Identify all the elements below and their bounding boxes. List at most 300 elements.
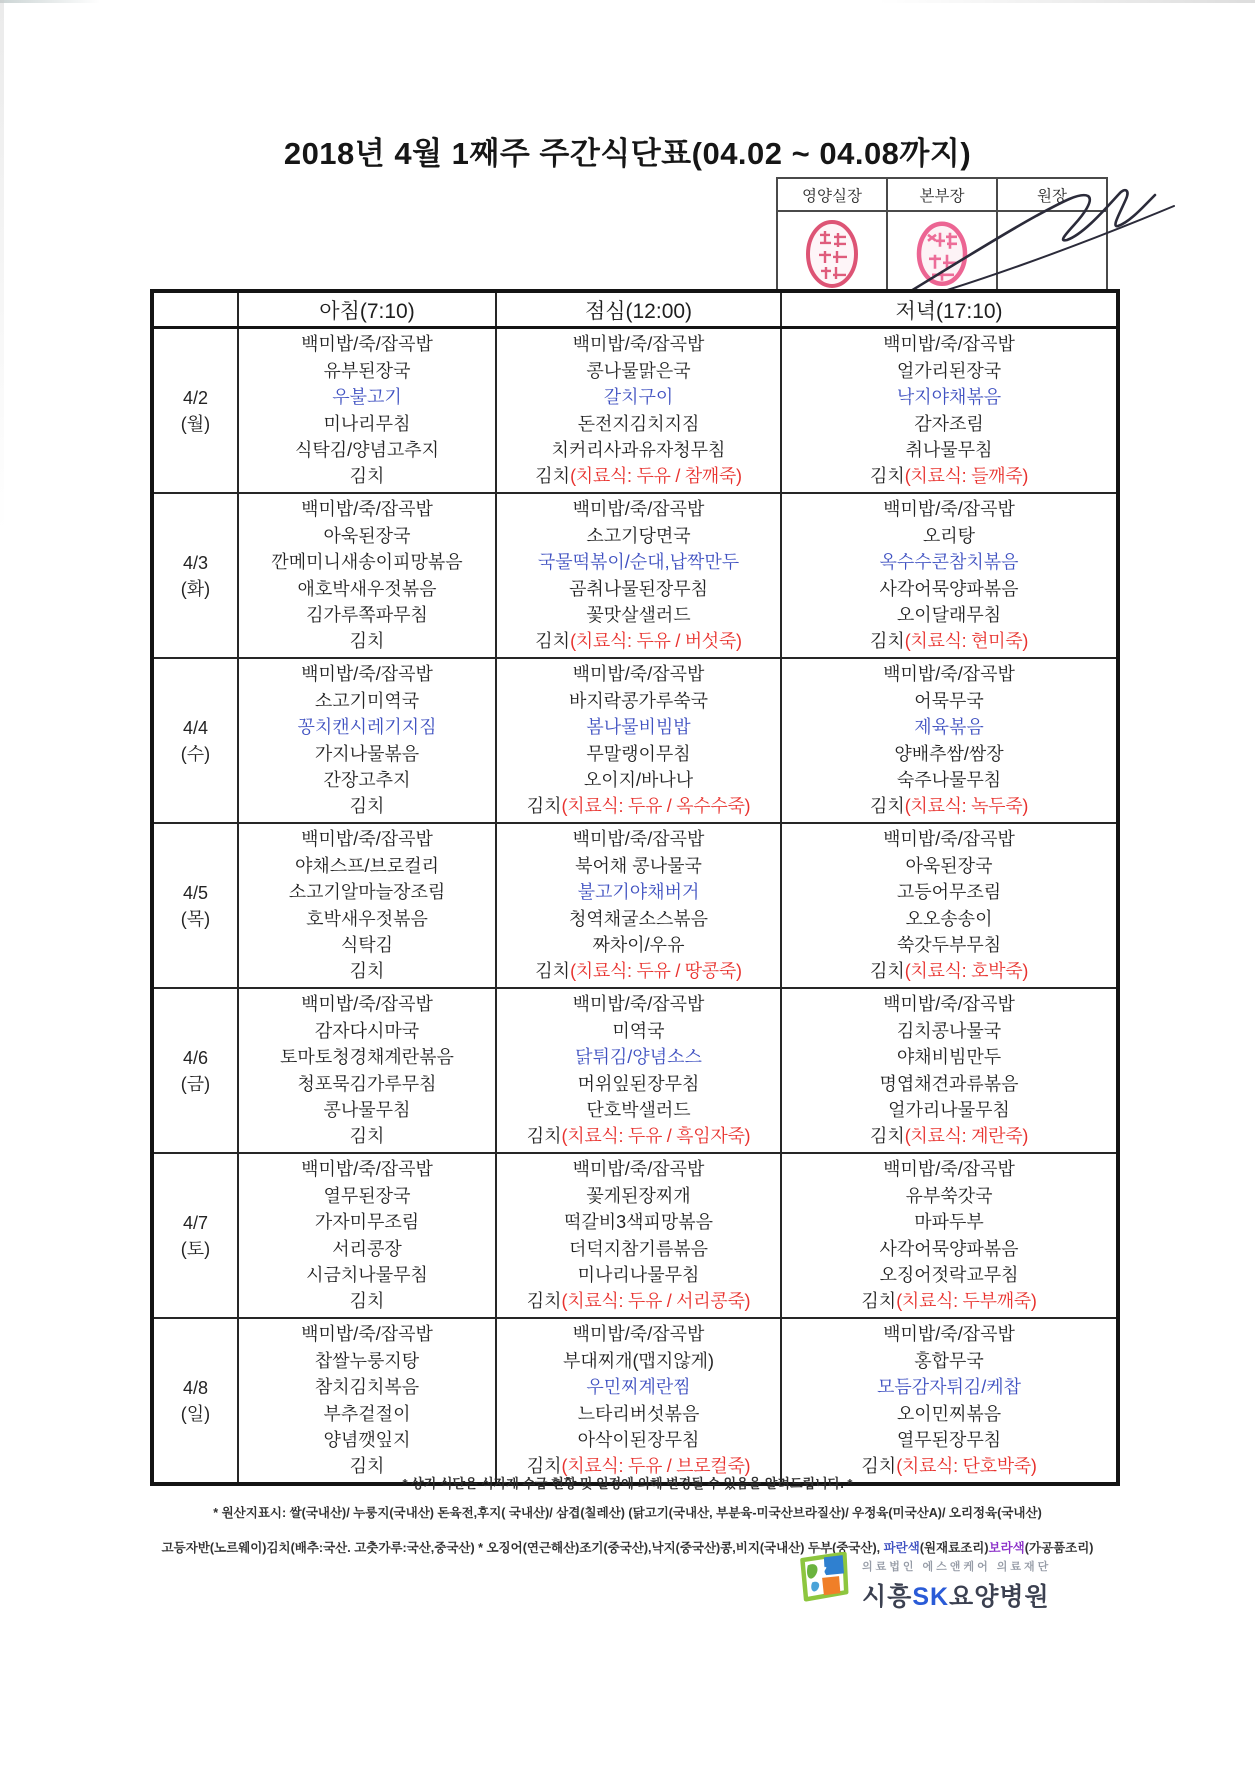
menu-item <box>497 688 780 714</box>
menu-item <box>239 1156 495 1182</box>
menu-item <box>497 576 780 602</box>
date-cell <box>152 823 238 988</box>
therapeutic-diet-note: (치료식: 호박죽) <box>904 961 1029 982</box>
breakfast-cell <box>238 493 496 658</box>
menu-item-text: 명엽채견과류볶음 <box>879 1073 1019 1094</box>
menu-item-text: 김치 <box>526 796 562 817</box>
menu-item-text: 아삭이된장무침 <box>577 1429 700 1450</box>
menu-item <box>497 1288 780 1314</box>
menu-item-text: 김치 <box>526 1126 562 1147</box>
menu-item <box>239 793 495 819</box>
menu-item-special <box>239 384 495 410</box>
menu-item <box>782 741 1116 767</box>
menu-item-special <box>497 1044 780 1070</box>
weekday-label: (월) <box>180 413 211 434</box>
menu-item-text: 백미밥/죽/잡곡밥 <box>883 829 1015 850</box>
menu-item-text: 양배추쌈/쌈장 <box>894 743 1004 764</box>
menu-item-text: 홍합무국 <box>914 1350 984 1371</box>
menu-item <box>239 958 495 984</box>
menu-item-text: 꽃맛살샐러드 <box>586 604 691 625</box>
menu-item-text: 짜차이/우유 <box>592 934 685 955</box>
menu-item-text: 김치콩나물국 <box>896 1020 1002 1041</box>
menu-item <box>239 767 495 793</box>
menu-item-text: 시금치나물무침 <box>306 1264 428 1285</box>
approval-signature-cell <box>997 211 1107 291</box>
menu-item <box>239 437 495 463</box>
therapeutic-diet-note: (치료식: 두유 / 흑임자죽) <box>561 1126 751 1147</box>
menu-item-text: 백미밥/죽/잡곡밥 <box>301 829 433 850</box>
footnote-origin-labeling: * 원산지표시: 쌀(국내산)/ 누룽지(국내산) 돈육전,후지( 국내산)/ 삼겹(칠레산) (닭고기(국내산, 부분육-미국산브라질산)/ 우정육(미국산A)/ 오리정육(국내산) <box>213 1506 1042 1520</box>
page-title: 2018년 4월 1째주 주간식단표(04.02 ~ 04.08까지) <box>283 136 972 171</box>
menu-item-text: 옥수수콘참치볶음 <box>879 552 1019 573</box>
menu-item <box>782 1209 1116 1235</box>
menu-item <box>239 1348 495 1374</box>
date-label: 4/2 <box>182 387 209 408</box>
weekday-label: (토) <box>180 1238 211 1259</box>
menu-item-text: 깐메미니새송이피망볶음 <box>271 552 463 573</box>
menu-item <box>782 1123 1116 1149</box>
therapeutic-diet-note: (치료식: 현미죽) <box>904 631 1029 652</box>
menu-item-text: 김치 <box>349 1291 385 1312</box>
menu-item-special <box>239 714 495 740</box>
footnote-purple-label: 보라색 <box>988 1541 1025 1555</box>
menu-item <box>239 991 495 1017</box>
therapeutic-diet-note: (치료식: 단호박죽) <box>896 1456 1037 1477</box>
menu-item <box>239 358 495 384</box>
header-breakfast: 아침(7:10) <box>238 291 496 328</box>
menu-item-text: 국물떡볶이/순대,납짝만두 <box>537 552 740 573</box>
menu-item <box>497 1156 780 1182</box>
menu-item <box>239 879 495 905</box>
hospital-name-suffix: 요양병원 <box>949 1583 1050 1611</box>
menu-item-text: 소고기미역국 <box>314 690 420 711</box>
hospital-name <box>862 1577 1051 1613</box>
menu-item <box>497 1097 780 1123</box>
therapeutic-diet-note: (치료식: 두유 / 브로컬죽) <box>561 1456 751 1477</box>
menu-item-text: 식탁김/양념고추지 <box>294 439 440 460</box>
menu-item-text: 야채스프/브로컬리 <box>294 855 440 876</box>
hospital-logo-mark-icon <box>796 1552 850 1602</box>
menu-item-text: 우민찌계란찜 <box>586 1377 691 1398</box>
menu-item-text: 콩나물무침 <box>323 1099 411 1120</box>
menu-item-text: 김치 <box>869 796 905 817</box>
menu-item <box>239 1321 495 1347</box>
footnote-blue-label: 파란색 <box>883 1541 920 1555</box>
menu-item-text: 오이지/바나나 <box>583 769 694 790</box>
day-row <box>152 1153 1118 1318</box>
date-label: 4/5 <box>182 882 209 903</box>
menu-item-text: 참치김치복음 <box>314 1377 420 1398</box>
dinner-cell <box>781 1318 1118 1484</box>
menu-item <box>239 1236 495 1262</box>
date-cell <box>152 493 238 658</box>
red-seal-stamp-icon <box>803 217 861 291</box>
menu-item <box>497 1262 780 1288</box>
menu-item-text: 봄나물비빔밥 <box>586 717 691 738</box>
menu-item-text: 오이민찌볶음 <box>896 1403 1002 1424</box>
approval-label-nutrition-director: 영양실장 <box>777 178 887 211</box>
weekday-label: (금) <box>180 1073 211 1094</box>
menu-item-text: 김치 <box>526 1291 562 1312</box>
menu-item <box>497 523 780 549</box>
menu-item-text: 미역국 <box>612 1020 665 1041</box>
menu-item <box>497 1018 780 1044</box>
menu-item <box>497 496 780 522</box>
breakfast-cell <box>238 988 496 1153</box>
menu-item <box>239 576 495 602</box>
menu-item-text: 우불고기 <box>332 387 402 408</box>
therapeutic-diet-note: (치료식: 녹두죽) <box>904 796 1029 817</box>
weekday-label: (목) <box>180 908 211 929</box>
menu-item-special <box>497 549 780 575</box>
lunch-cell <box>496 493 781 658</box>
menu-item <box>782 602 1116 628</box>
menu-item <box>239 1044 495 1070</box>
menu-item-text: 김치 <box>869 631 905 652</box>
therapeutic-diet-note: (치료식: 두유 / 참깨죽) <box>570 466 742 487</box>
lunch-cell <box>496 1318 781 1484</box>
menu-item <box>782 991 1116 1017</box>
menu-item <box>239 1097 495 1123</box>
menu-item <box>497 1123 780 1149</box>
menu-item-text: 쑥갓두부무침 <box>896 934 1002 955</box>
menu-item-text: 닭튀김/양념소스 <box>575 1047 702 1068</box>
menu-item <box>782 496 1116 522</box>
dinner-cell <box>781 823 1118 988</box>
menu-item <box>497 628 780 654</box>
date-label: 4/8 <box>182 1377 209 1398</box>
menu-item-text: 백미밥/죽/잡곡밥 <box>572 334 705 355</box>
menu-item-text: 김치 <box>526 1456 562 1477</box>
therapeutic-diet-note: (치료식: 계란죽) <box>904 1126 1029 1147</box>
menu-item-text: 가지나물볶음 <box>314 743 420 764</box>
menu-item <box>497 463 780 489</box>
approval-label-row <box>777 178 1107 211</box>
menu-item <box>497 1236 780 1262</box>
menu-item-text: 감자조림 <box>914 413 984 434</box>
menu-item <box>782 523 1116 549</box>
menu-item <box>782 1018 1116 1044</box>
menu-item-special <box>497 714 780 740</box>
menu-item <box>239 688 495 714</box>
menu-item-text: 곰취나물된장무침 <box>568 578 709 599</box>
menu-item <box>497 1401 780 1427</box>
menu-item <box>497 958 780 984</box>
menu-item <box>782 879 1116 905</box>
menu-item <box>782 1321 1116 1347</box>
menu-item <box>239 1071 495 1097</box>
menu-item <box>239 1183 495 1209</box>
menu-item-text: 호박새우젓볶음 <box>306 908 428 929</box>
menu-item-text: 백미밥/죽/잡곡밥 <box>572 829 705 850</box>
menu-item <box>497 411 780 437</box>
menu-item-text: 김치 <box>535 631 571 652</box>
approval-table <box>776 177 1108 292</box>
menu-item-text: 낙지야채볶음 <box>896 387 1002 408</box>
menu-item-text: 백미밥/죽/잡곡밥 <box>301 1159 433 1180</box>
menu-item-text: 백미밥/죽/잡곡밥 <box>572 994 705 1015</box>
menu-item-text: 백미밥/죽/잡곡밥 <box>883 664 1015 685</box>
header-dinner: 저녁(17:10) <box>781 291 1118 328</box>
day-row <box>152 658 1118 823</box>
menu-item-text: 아욱된장국 <box>323 525 411 546</box>
menu-item-text: 갈치구이 <box>603 387 674 408</box>
date-cell <box>152 328 238 494</box>
menu-item-text: 백미밥/죽/잡곡밥 <box>301 664 433 685</box>
menu-item-text: 김치 <box>349 961 385 982</box>
menu-item-text: 숙주나물무침 <box>896 769 1002 790</box>
hospital-logo <box>796 1552 1051 1613</box>
day-row <box>152 493 1118 658</box>
menu-item-text: 소고기알마늘장조림 <box>288 882 446 903</box>
menu-item <box>239 549 495 575</box>
menu-item-text: 백미밥/죽/잡곡밥 <box>883 1324 1015 1345</box>
menu-item <box>782 932 1116 958</box>
menu-item <box>497 1348 780 1374</box>
menu-item-text: 미나리무침 <box>323 413 411 434</box>
menu-item <box>239 906 495 932</box>
menu-item-text: 오징어젓락교무침 <box>879 1264 1019 1285</box>
menu-item-text: 백미밥/죽/잡곡밥 <box>301 1324 433 1345</box>
menu-item <box>239 932 495 958</box>
menu-item-text: 사각어묵양파볶음 <box>879 578 1019 599</box>
menu-item-text: 콩나물맑은국 <box>586 360 691 381</box>
menu-item-text: 김가루쪽파무침 <box>306 604 428 625</box>
dinner-cell <box>781 1153 1118 1318</box>
menu-item <box>782 688 1116 714</box>
weekday-label: (일) <box>180 1403 211 1424</box>
therapeutic-diet-note: (치료식: 두유 / 옥수수죽) <box>561 796 751 817</box>
menu-item-text: 김치 <box>349 1126 385 1147</box>
menu-item-text: 제육볶음 <box>914 717 984 738</box>
menu-item-text: 머위잎된장무침 <box>577 1073 700 1094</box>
menu-item-text: 떡갈비3색피망볶음 <box>563 1212 714 1233</box>
menu-item <box>239 331 495 357</box>
menu-item-text: 김치 <box>349 466 385 487</box>
date-cell <box>152 1153 238 1318</box>
menu-item-text: 더덕지참기름볶음 <box>568 1238 709 1259</box>
menu-item-text: 김치 <box>869 1126 905 1147</box>
menu-item-text: 야채비빔만두 <box>896 1047 1002 1068</box>
therapeutic-diet-note: (치료식: 두유 / 서리콩죽) <box>561 1291 751 1312</box>
menu-item-text: 백미밥/죽/잡곡밥 <box>883 499 1015 520</box>
menu-item <box>782 411 1116 437</box>
menu-item-text: 김치 <box>535 961 571 982</box>
menu-table <box>150 289 1120 1486</box>
menu-item <box>782 1348 1116 1374</box>
date-cell <box>152 988 238 1153</box>
menu-item-text: 소고기당면국 <box>586 525 691 546</box>
menu-item-text: 부대찌개(맵지않게) <box>562 1350 715 1371</box>
header-date-blank <box>152 291 238 328</box>
menu-item-text: 치커리사과유자청무침 <box>551 439 726 460</box>
menu-item-text: 마파두부 <box>914 1212 984 1233</box>
dinner-cell <box>781 988 1118 1153</box>
menu-item-special <box>497 879 780 905</box>
menu-item <box>239 1209 495 1235</box>
menu-item-special <box>497 384 780 410</box>
menu-item <box>239 1262 495 1288</box>
hospital-name-prefix: 시흥 <box>862 1583 913 1611</box>
menu-item <box>497 741 780 767</box>
menu-item-text: 백미밥/죽/잡곡밥 <box>301 994 433 1015</box>
menu-item <box>782 1236 1116 1262</box>
menu-item-text: 백미밥/죽/잡곡밥 <box>572 1159 705 1180</box>
menu-item-text: 유부된장국 <box>323 360 411 381</box>
date-cell <box>152 1318 238 1484</box>
menu-item-text: 김치 <box>869 961 905 982</box>
menu-item-text: 북어채 콩나물국 <box>575 855 702 876</box>
menu-table-body <box>152 328 1118 1485</box>
menu-item <box>239 411 495 437</box>
menu-item <box>782 463 1116 489</box>
breakfast-cell <box>238 823 496 988</box>
medical-foundation-name: 의료법인 에스앤케어 의료재단 <box>862 1561 1052 1573</box>
menu-item <box>497 1427 780 1453</box>
menu-item-text: 백미밥/죽/잡곡밥 <box>572 1324 705 1345</box>
menu-item-text: 김치 <box>869 466 905 487</box>
footnote-change-notice: * 상기 식단은 식자재 수급 현황 및 일정에 의해 변경될 수 있음을 알려드립니다. * <box>402 1476 853 1491</box>
hospital-logo-text <box>862 1552 1051 1613</box>
breakfast-cell <box>238 1318 496 1484</box>
menu-item <box>239 1123 495 1149</box>
menu-item <box>782 576 1116 602</box>
menu-item <box>782 1183 1116 1209</box>
lunch-cell <box>496 658 781 823</box>
menu-item-text: 오오송송이 <box>905 908 993 929</box>
hospital-name-sk: SK <box>912 1583 950 1611</box>
menu-item-text: 감자다시마국 <box>314 1020 420 1041</box>
menu-item <box>239 1427 495 1453</box>
menu-item <box>782 826 1116 852</box>
menu-item-text: 애호박새우젓볶음 <box>297 578 437 599</box>
menu-item-special <box>782 384 1116 410</box>
menu-item-text: 서리콩장 <box>332 1238 402 1259</box>
menu-item <box>239 1401 495 1427</box>
menu-item-text: 바지락콩가루쑥국 <box>568 690 709 711</box>
menu-item <box>497 1071 780 1097</box>
menu-item <box>782 661 1116 687</box>
menu-item-text: 백미밥/죽/잡곡밥 <box>572 664 705 685</box>
therapeutic-diet-note: (치료식: 들깨죽) <box>904 466 1029 487</box>
menu-item <box>239 602 495 628</box>
day-row <box>152 823 1118 988</box>
lunch-cell <box>496 328 781 494</box>
menu-item <box>497 767 780 793</box>
menu-item-text: 무말랭이무침 <box>586 743 691 764</box>
menu-item-text: 김치 <box>349 1456 385 1477</box>
lunch-cell <box>496 823 781 988</box>
menu-item-text: 열무된장국 <box>323 1185 411 1206</box>
menu-item-text: 느타리버섯볶음 <box>577 1403 700 1424</box>
lunch-cell <box>496 1153 781 1318</box>
breakfast-cell <box>238 328 496 494</box>
approval-stamp-cell-1 <box>777 211 887 291</box>
menu-item <box>239 463 495 489</box>
menu-item-text: 취나물무침 <box>905 439 993 460</box>
date-label: 4/4 <box>182 717 209 738</box>
menu-item-text: 가자미무조림 <box>314 1212 420 1233</box>
menu-item-text: 찹쌀누룽지탕 <box>314 1350 420 1371</box>
menu-item-text: 김치 <box>535 466 571 487</box>
breakfast-cell <box>238 1153 496 1318</box>
menu-item <box>782 1401 1116 1427</box>
menu-item-text: 얼가리된장국 <box>896 360 1002 381</box>
menu-item <box>239 826 495 852</box>
footnote-text: (원재료조리) <box>919 1541 989 1555</box>
menu-item-special <box>782 549 1116 575</box>
menu-item-special <box>782 714 1116 740</box>
menu-item <box>782 1044 1116 1070</box>
menu-item <box>782 331 1116 357</box>
menu-item <box>782 358 1116 384</box>
menu-item <box>239 741 495 767</box>
menu-item-text: 부추겉절이 <box>323 1403 411 1424</box>
lunch-cell <box>496 988 781 1153</box>
menu-item-special <box>782 1374 1116 1400</box>
menu-item-text: 백미밥/죽/잡곡밥 <box>883 1159 1015 1180</box>
menu-item-text: 청역채굴소스볶음 <box>568 908 709 929</box>
menu-item-text: 김치 <box>861 1456 897 1477</box>
footnote-text: (가공품조리) <box>1024 1541 1094 1555</box>
menu-item <box>782 793 1116 819</box>
menu-item <box>239 1018 495 1044</box>
dinner-cell <box>781 328 1118 494</box>
day-row <box>152 988 1118 1153</box>
menu-item <box>239 661 495 687</box>
menu-item-text: 유부쑥갓국 <box>905 1185 993 1206</box>
menu-item-text: 돈전지김치지짐 <box>577 413 700 434</box>
menu-item <box>497 853 780 879</box>
menu-table-header-row <box>152 291 1118 328</box>
approval-label-hospital-director: 원장 <box>997 178 1107 211</box>
menu-item-text: 불고기야채버거 <box>577 882 700 903</box>
menu-item-text: 단호박샐러드 <box>586 1099 691 1120</box>
footnote-origin-labeling-2 <box>0 1538 1255 1556</box>
menu-item <box>497 1209 780 1235</box>
menu-item-text: 백미밥/죽/잡곡밥 <box>883 994 1015 1015</box>
menu-item <box>497 906 780 932</box>
approval-label-hq-director: 본부장 <box>887 178 997 211</box>
menu-item <box>497 358 780 384</box>
date-label: 4/6 <box>182 1047 209 1068</box>
menu-item-text: 오이달래무침 <box>896 604 1002 625</box>
menu-item <box>497 991 780 1017</box>
date-label: 4/7 <box>182 1212 209 1233</box>
menu-item <box>782 767 1116 793</box>
menu-item <box>239 853 495 879</box>
menu-item-text: 얼가리나물무침 <box>888 1099 1010 1120</box>
menu-item-text: 청포묵김가루무침 <box>297 1073 437 1094</box>
menu-item-text: 고등어무조림 <box>896 882 1002 903</box>
day-row <box>152 1318 1118 1484</box>
menu-item-text: 꽃게된장찌개 <box>586 1185 691 1206</box>
menu-item-text: 사각어묵양파볶음 <box>879 1238 1019 1259</box>
menu-item-text: 미나리나물무침 <box>577 1264 700 1285</box>
menu-item <box>239 523 495 549</box>
menu-item <box>497 437 780 463</box>
day-row <box>152 328 1118 494</box>
menu-item <box>497 602 780 628</box>
menu-item-text: 백미밥/죽/잡곡밥 <box>301 499 433 520</box>
menu-item <box>239 628 495 654</box>
menu-item <box>782 437 1116 463</box>
menu-item <box>782 1071 1116 1097</box>
menu-item <box>497 1183 780 1209</box>
footnote-text: 고등자반(노르웨이)김치(배추:국산. 고춧가루:국산,중국산) * 오징어(연근해산)조기(중국산),낙지(중국산)콩,비지(국내산) 두부(중국산), <box>161 1541 884 1555</box>
scan-artifact <box>0 0 1255 3</box>
menu-item-text: 꽁치캔시레기지짐 <box>297 717 437 738</box>
